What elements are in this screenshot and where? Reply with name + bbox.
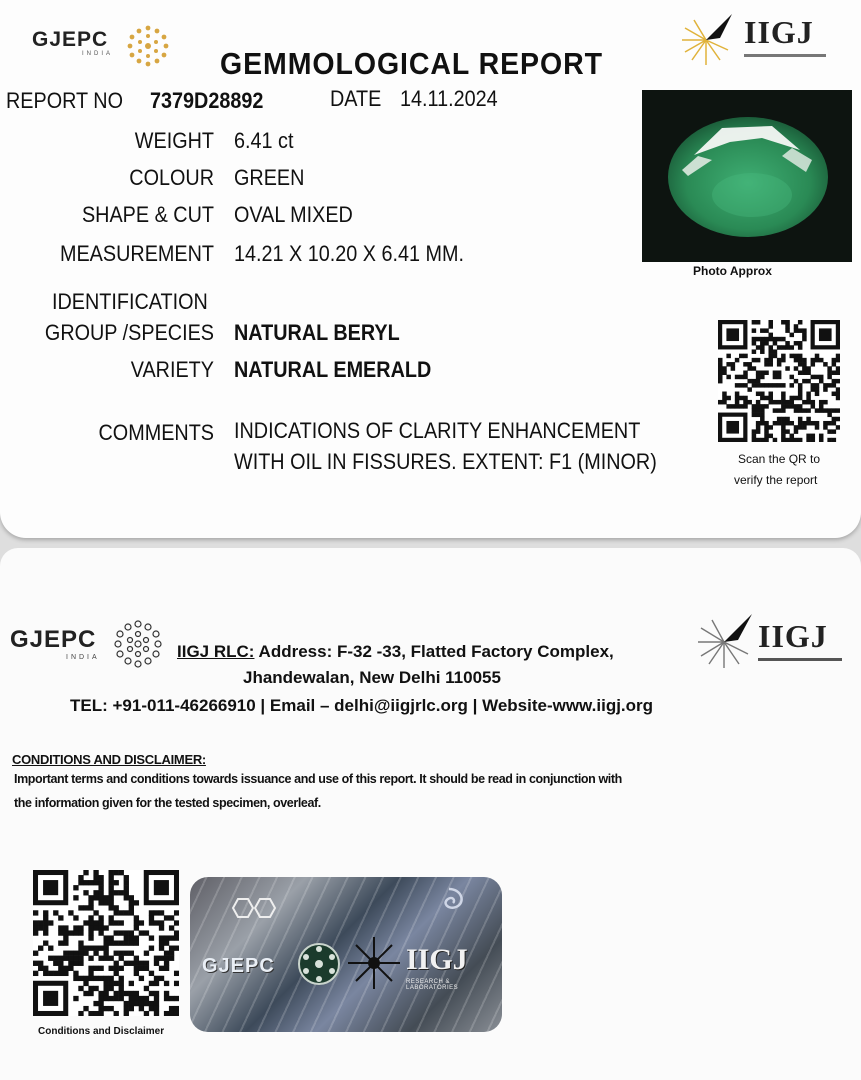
hologram-sub-text: RESEARCH & LABORATORIES <box>406 979 459 991</box>
hologram-sticker <box>190 877 502 1032</box>
colour-value: GREEN <box>234 165 305 190</box>
gjepc-logo <box>32 28 114 57</box>
gjepc-logo-subtext: INDIA <box>82 51 114 57</box>
colour-label: COLOUR <box>129 165 214 190</box>
conditions-qr-caption: Conditions and Disclaimer <box>38 1026 165 1037</box>
iigj-logo-text-back: IIGJ <box>758 618 828 654</box>
report-front-card <box>0 0 861 538</box>
hologram-gjepc-emblem-icon <box>294 939 344 989</box>
gem-photo <box>642 90 852 262</box>
conditions-title: CONDITIONS AND DISCLAIMER: <box>12 752 206 767</box>
comments-label: COMMENTS <box>98 420 214 445</box>
verify-qr-code[interactable] <box>718 320 840 442</box>
emerald-image <box>642 90 852 262</box>
scan-caption-line-1: Scan the QR to <box>738 452 821 466</box>
gjepc-logo-subtext-back: INDIA <box>66 654 100 661</box>
iigj-logo-underline <box>744 54 826 57</box>
address-label: IIGJ RLC: <box>177 642 255 661</box>
conditions-line-2: the information given for the tested specimen, overleaf. <box>14 796 321 810</box>
swirl-icon <box>426 883 472 929</box>
weight-value: 6.41 ct <box>234 128 294 153</box>
gjepc-emblem-icon <box>124 22 172 70</box>
hexagon-icon <box>226 895 286 929</box>
comments-line-2: WITH OIL IN FISSURES. EXTENT: F1 (MINOR) <box>234 449 657 474</box>
date-label: DATE <box>330 86 382 111</box>
variety-value: NATURAL EMERALD <box>234 357 432 382</box>
report-no-value: 7379D28892 <box>150 88 264 113</box>
identification-label: IDENTIFICATION <box>52 289 208 314</box>
weight-label: WEIGHT <box>134 128 214 153</box>
group-species-label: GROUP /SPECIES <box>44 320 214 345</box>
conditions-qr-code[interactable] <box>33 870 179 1016</box>
conditions-line-1: Important terms and conditions towards issuance and use of this report. It should be read in conjunction with <box>14 772 622 786</box>
variety-label: VARIETY <box>130 357 214 382</box>
report-back-card <box>0 548 861 1080</box>
iigj-emblem-icon <box>676 10 738 68</box>
address-text-1: Address: F-32 -33, Flatted Factory Complex, <box>258 642 614 661</box>
shape-cut-value: OVAL MIXED <box>234 202 353 227</box>
gjepc-logo-text: GJEPC <box>32 28 109 51</box>
hologram-gjepc-text: GJEPC <box>202 955 275 977</box>
report-no-label: REPORT NO <box>6 88 123 113</box>
report-title: GEMMOLOGICAL REPORT <box>220 46 603 81</box>
iigj-logo-underline-back <box>758 658 842 661</box>
address-line-1 <box>177 642 614 662</box>
iigj-emblem-icon-back <box>694 610 754 670</box>
gjepc-emblem-icon-back <box>112 618 164 670</box>
photo-caption: Photo Approx <box>693 264 772 278</box>
iigj-logo-text: IIGJ <box>744 14 814 50</box>
measurement-label: MEASUREMENT <box>59 241 215 266</box>
measurement-value: 14.21 X 10.20 X 6.41 MM. <box>234 241 465 266</box>
contact-line: TEL: +91-011-46266910 | Email – delhi@iigjrlc.org | Website-www.iigj.org <box>70 696 654 715</box>
shape-cut-label: SHAPE & CUT <box>81 202 214 227</box>
hologram-iigj-emblem-icon <box>346 935 402 991</box>
address-line-2: Jhandewalan, New Delhi 110055 <box>243 668 501 687</box>
scan-caption-line-2: verify the report <box>734 473 818 487</box>
hologram-iigj-text: IIGJ <box>406 943 468 976</box>
comments-line-1: INDICATIONS OF CLARITY ENHANCEMENT <box>234 418 641 443</box>
date-value: 14.11.2024 <box>400 86 498 111</box>
gjepc-logo-text-back: GJEPC <box>10 626 97 653</box>
group-species-value: NATURAL BERYL <box>234 320 400 345</box>
